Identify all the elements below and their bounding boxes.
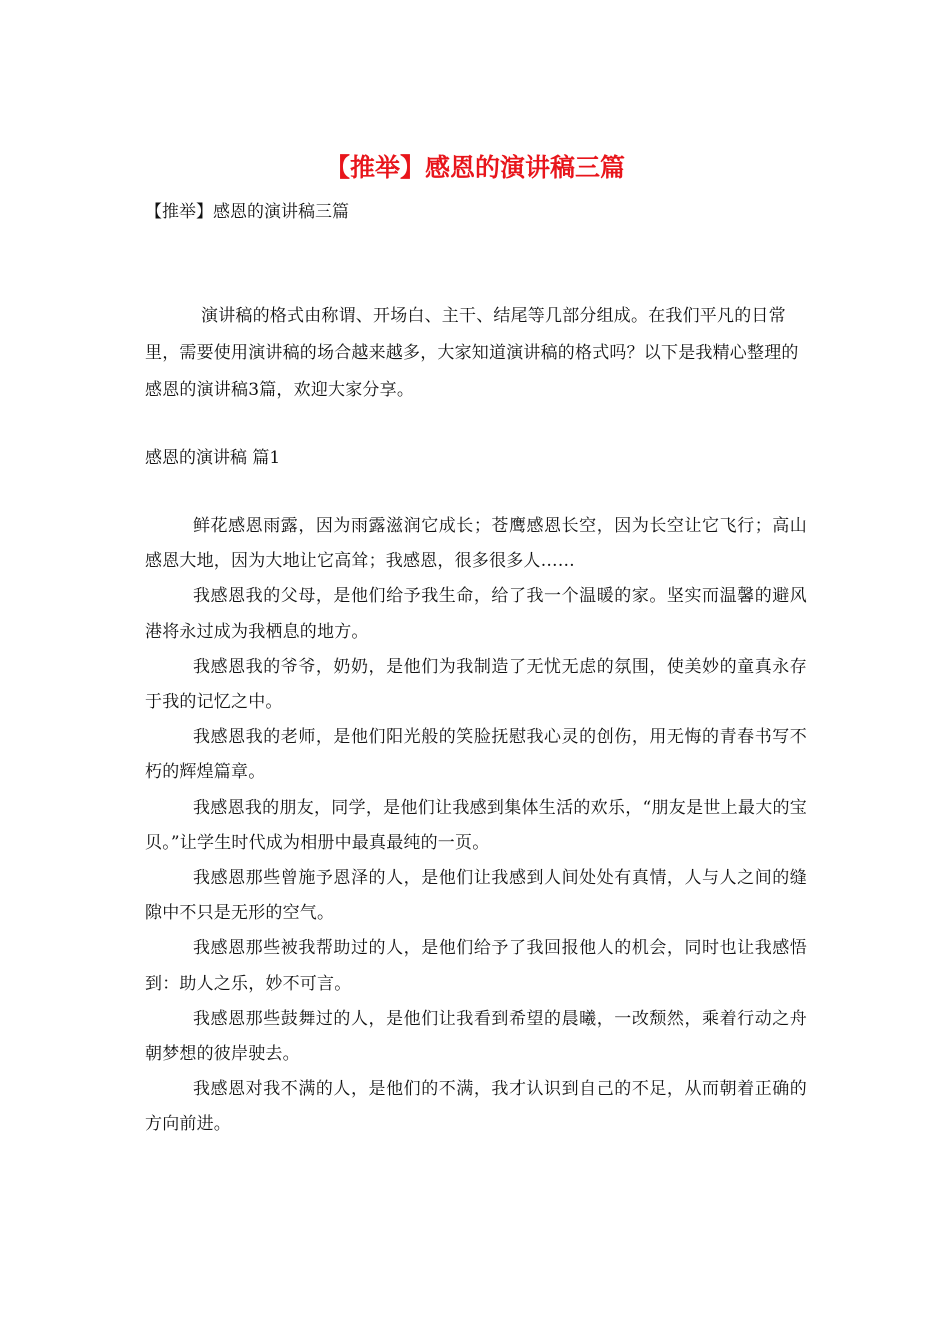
paragraph: 我感恩我的父母，是他们给予我生命，给了我一个温暖的家。坚实而温馨的避风港将永过成为我栖息的地方。 [145,586,807,642]
paragraph: 鲜花感恩雨露，因为雨露滋润它成长；苍鹰感恩长空，因为长空让它飞行；高山感恩大地，因为大地让它高耸；我感恩，很多很多人…… [145,516,807,572]
paragraph: 我感恩那些曾施予恩泽的人，是他们让我感到人间处处有真情，人与人之间的缝隙中不只是无形的空气。 [145,868,807,924]
article-body [145,509,807,1143]
paragraph: 我感恩对我不满的人，是他们的不满，我才认识到自己的不足，从而朝着正确的方向前进。 [145,1079,807,1135]
document-title: 【推举】感恩的演讲稿三篇 [324,153,625,182]
paragraph: 我感恩我的朋友，同学，是他们让我感到集体生活的欢乐，“朋友是世上最大的宝贝。”让学生时代成为相册中最真最纯的一页。 [145,797,807,853]
document-subtitle: 【推举】感恩的演讲稿三篇 [145,202,349,222]
section-heading: 感恩的演讲稿 篇1 [145,448,281,468]
paragraph: 我感恩那些被我帮助过的人，是他们给予了我回报他人的机会，同时也让我感悟到：助人之乐，妙不可言。 [145,938,807,994]
paragraph: 我感恩我的老师，是他们阳光般的笑脸抚慰我心灵的创伤，用无悔的青春书写不朽的辉煌篇章。 [145,727,807,783]
intro-paragraph: 演讲稿的格式由称谓、开场白、主干、结尾等几部分组成。在我们平凡的日常里，需要使用演讲稿的场合越来越多，大家知道演讲稿的格式吗？以下是我精心整理的感恩的演讲稿3篇，欢迎大家分享。 [145,306,799,400]
paragraph: 我感恩那些鼓舞过的人，是他们让我看到希望的晨曦，一改颓然，乘着行动之舟朝梦想的彼岸驶去。 [145,1008,807,1065]
paragraph: 我感恩我的爷爷，奶奶，是他们为我制造了无忧无虑的氛围，使美妙的童真永存于我的记忆之中。 [145,656,807,713]
